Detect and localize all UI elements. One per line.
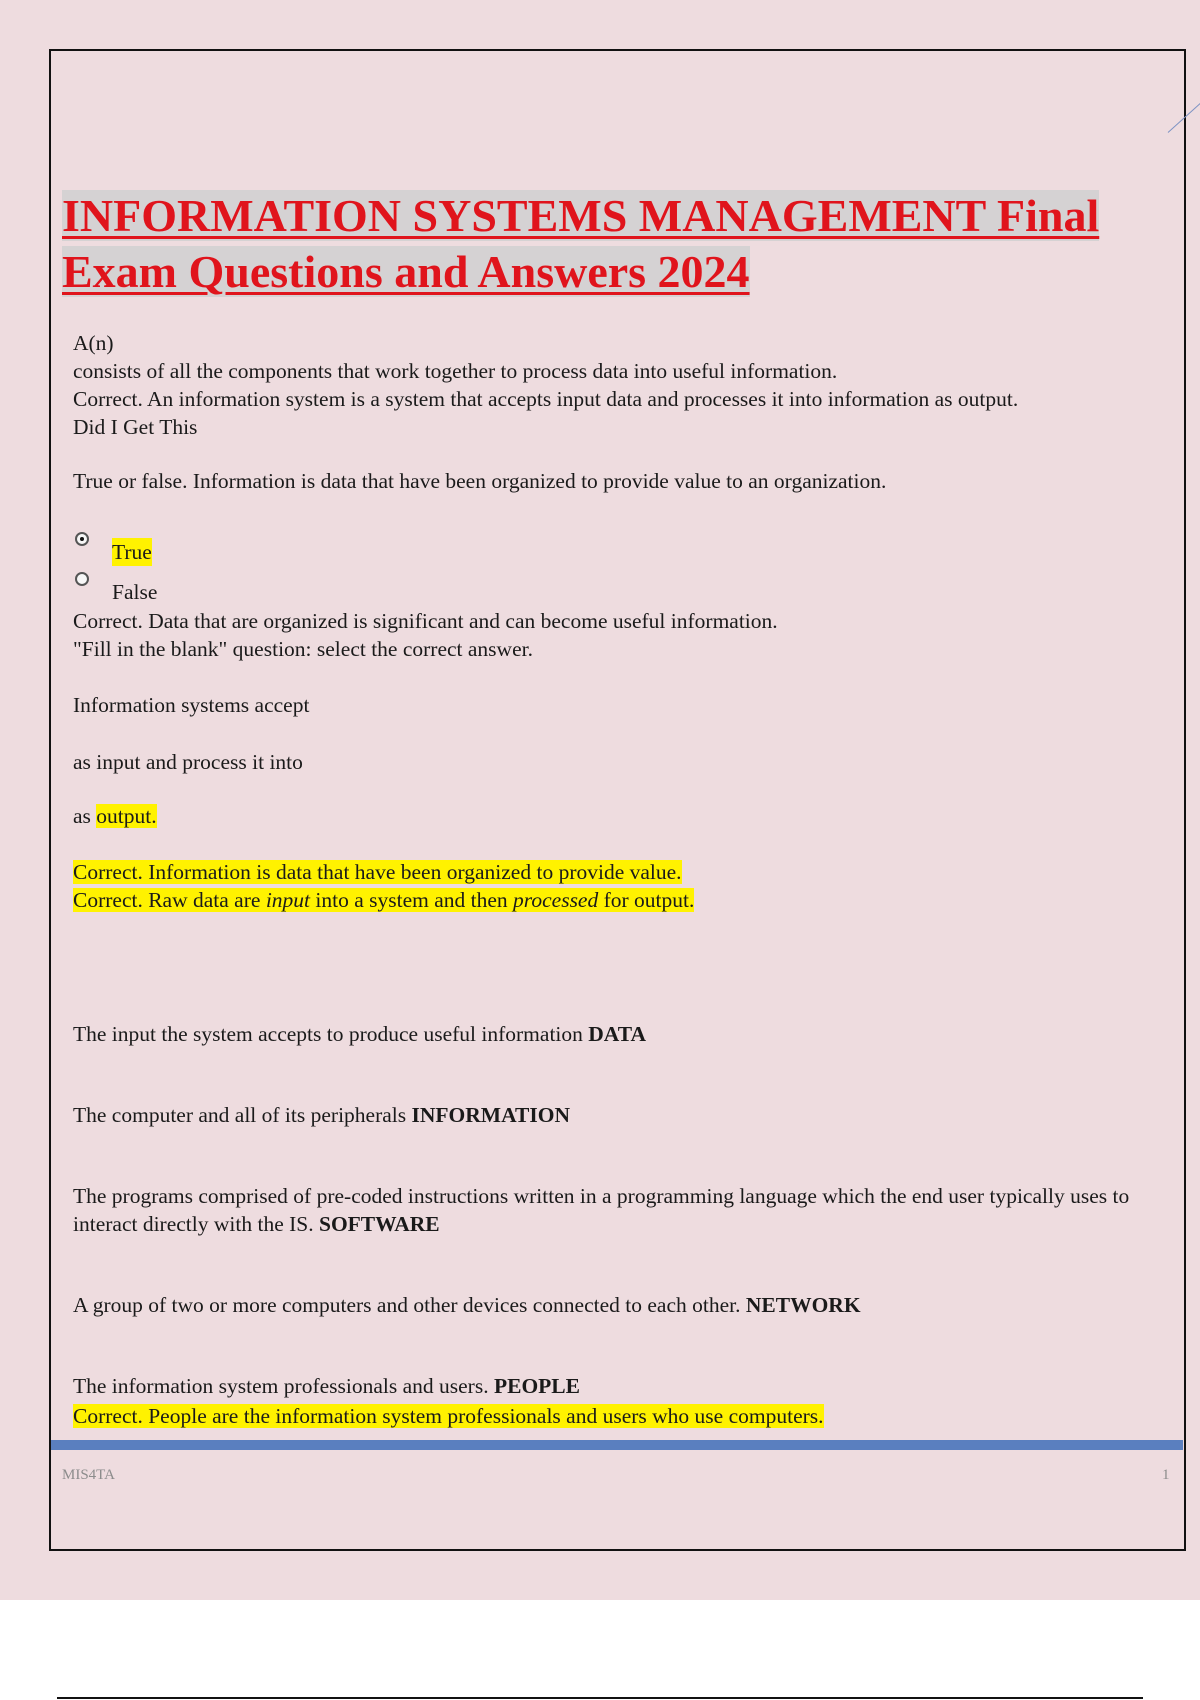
term-data-text: The input the system accepts to produce useful information: [73, 1022, 589, 1046]
term-software-answer: SOFTWARE: [318, 1212, 440, 1236]
option-true-label: True: [112, 540, 152, 564]
q3-feedback-2-e: for output.: [598, 888, 695, 912]
q3-feedback-2-text: [73, 888, 694, 912]
q3-feedback-2-a: Correct. Raw data are: [73, 888, 266, 912]
q3-feedback-2: [73, 886, 694, 914]
q3-feedback-2-processed: processed: [513, 888, 599, 912]
q1-line-2: consists of all the components that work together to process data into useful information.: [73, 359, 838, 383]
next-page-divider: [57, 1697, 1143, 1699]
q3-part-2: as input and process it into: [73, 750, 303, 774]
final-feedback-text: Correct. People are the information system professionals and users who use computers.: [73, 1404, 824, 1428]
q1-line-3: Correct. An information system is a system that accepts input data and processes it into information as output.: [73, 387, 1019, 411]
q3-feedback-2-c: into a system and then: [310, 888, 514, 912]
term-software-text: The programs comprised of pre-coded instructions written in a programming language which the end user typically uses to interact directly with the IS.: [73, 1184, 1130, 1236]
footer-bar: [51, 1440, 1183, 1450]
radio-unselected-icon[interactable]: [75, 572, 89, 586]
term-people: [73, 1372, 580, 1400]
q3-part-3-prefix: as: [73, 804, 97, 828]
q3-part-3: [73, 802, 157, 830]
fill-blank-prompt: "Fill in the blank" question: select the correct answer.: [73, 637, 533, 661]
term-network-text: A group of two or more computers and other devices connected to each other.: [73, 1293, 746, 1317]
term-software: [73, 1182, 1133, 1238]
document-title: [62, 188, 1172, 300]
option-false-label: False: [112, 580, 158, 604]
q3-feedback-1: [73, 858, 682, 886]
final-feedback: [73, 1402, 824, 1430]
document-title-text: INFORMATION SYSTEMS MANAGEMENT Final Exam Questions and Answers 2024: [62, 190, 1100, 297]
q3-feedback-1-text: Correct. Information is data that have been organized to provide value.: [73, 860, 682, 884]
term-information-answer: INFORMATION: [411, 1103, 570, 1127]
q3-part-1: Information systems accept: [73, 693, 310, 717]
q2-feedback: Correct. Data that are organized is significant and can become useful information.: [73, 609, 778, 633]
q1-line-4: Did I Get This: [73, 415, 198, 439]
term-network: [73, 1291, 861, 1319]
footer-course-code: MIS4TA: [62, 1467, 115, 1483]
term-information: [73, 1101, 570, 1129]
term-data-answer: DATA: [588, 1022, 646, 1046]
radio-selected-icon[interactable]: [75, 532, 89, 546]
term-information-text: The computer and all of its peripherals: [73, 1103, 412, 1127]
q2-question: True or false. Information is data that have been organized to provide value to an organization.: [73, 469, 887, 493]
q1-line-1: A(n): [73, 331, 114, 355]
term-people-text: The information system professionals and users.: [73, 1374, 494, 1398]
term-people-answer: PEOPLE: [493, 1374, 580, 1398]
q3-part-3-answer: output.: [96, 804, 157, 828]
q3-feedback-2-input: input: [265, 888, 311, 912]
footer-page-number: 1: [1162, 1467, 1170, 1483]
term-network-answer: NETWORK: [745, 1293, 861, 1317]
term-data: [73, 1020, 646, 1048]
